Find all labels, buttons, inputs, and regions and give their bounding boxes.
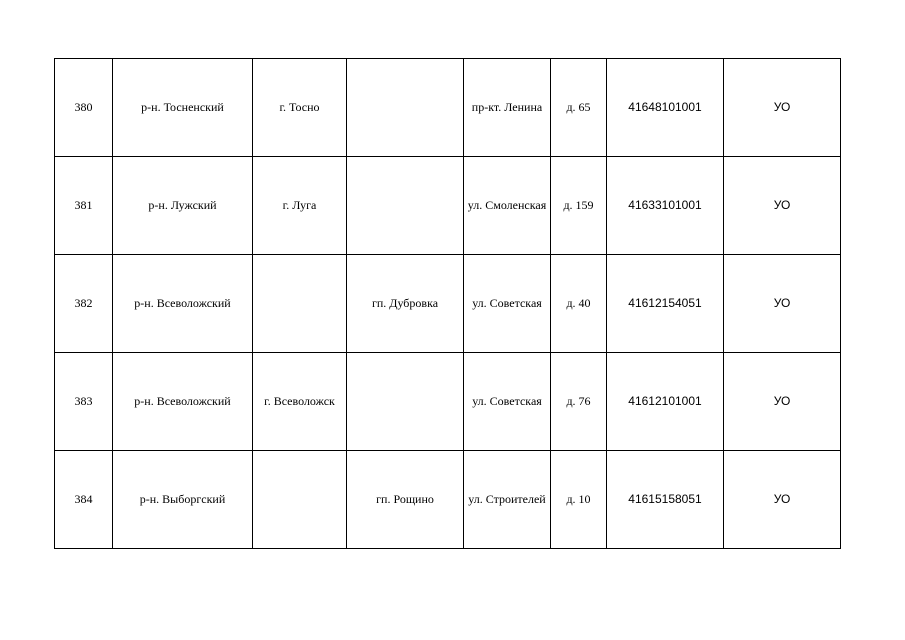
house-cell xyxy=(551,59,607,157)
district-cell xyxy=(113,157,253,255)
row-number: 380 xyxy=(74,100,93,114)
management-type: УО xyxy=(773,198,791,212)
oktmo-code: 41615158051 xyxy=(628,492,702,506)
district-name: р-н. Всеволожский xyxy=(134,296,231,310)
district-name: р-н. Тосненский xyxy=(141,100,224,114)
row-number: 382 xyxy=(74,296,93,310)
house-cell xyxy=(551,255,607,353)
row-number-cell xyxy=(55,353,113,451)
house-number: д. 159 xyxy=(563,198,594,212)
city-name: г. Всеволожск xyxy=(264,394,335,408)
settlement-name: гп. Рощино xyxy=(376,492,434,506)
district-name: р-н. Лужский xyxy=(148,198,217,212)
district-name: р-н. Выборгский xyxy=(139,492,226,506)
settlement-name: гп. Дубровка xyxy=(371,296,439,310)
street-cell xyxy=(464,353,551,451)
oktmo-code: 41612101001 xyxy=(628,394,702,408)
table-row xyxy=(55,451,841,549)
settlement-cell xyxy=(347,59,464,157)
address-registry-table xyxy=(54,58,841,549)
house-cell xyxy=(551,353,607,451)
city-name: г. Луга xyxy=(282,198,317,212)
row-number: 383 xyxy=(74,394,93,408)
district-cell xyxy=(113,255,253,353)
street-cell xyxy=(464,451,551,549)
row-number-cell xyxy=(55,59,113,157)
house-cell xyxy=(551,157,607,255)
table-row xyxy=(55,157,841,255)
management-type-cell xyxy=(724,353,841,451)
house-number: д. 76 xyxy=(566,394,591,408)
city-cell xyxy=(253,157,347,255)
house-number: д. 40 xyxy=(566,296,591,310)
city-cell xyxy=(253,59,347,157)
management-type: УО xyxy=(773,492,791,506)
house-number: д. 65 xyxy=(566,100,591,114)
district-cell xyxy=(113,451,253,549)
settlement-cell xyxy=(347,451,464,549)
row-number: 384 xyxy=(74,492,93,506)
street-name: ул. Советская xyxy=(472,394,542,408)
oktmo-cell xyxy=(607,451,724,549)
city-cell xyxy=(253,353,347,451)
oktmo-code: 41612154051 xyxy=(628,296,702,310)
oktmo-cell xyxy=(607,157,724,255)
management-type: УО xyxy=(773,296,791,310)
oktmo-cell xyxy=(607,353,724,451)
management-type: УО xyxy=(773,394,791,408)
management-type-cell xyxy=(724,451,841,549)
street-name: ул. Строителей xyxy=(468,492,546,506)
management-type-cell xyxy=(724,255,841,353)
oktmo-cell xyxy=(607,255,724,353)
table-row xyxy=(55,255,841,353)
house-cell xyxy=(551,451,607,549)
management-type-cell xyxy=(724,157,841,255)
city-name: г. Тосно xyxy=(279,100,320,114)
table-row xyxy=(55,353,841,451)
oktmo-code: 41648101001 xyxy=(628,100,702,114)
row-number-cell xyxy=(55,157,113,255)
street-cell xyxy=(464,157,551,255)
row-number-cell xyxy=(55,255,113,353)
district-cell xyxy=(113,353,253,451)
city-cell xyxy=(253,255,347,353)
table-row xyxy=(55,59,841,157)
district-cell xyxy=(113,59,253,157)
settlement-cell xyxy=(347,157,464,255)
street-name: ул. Смоленская xyxy=(467,198,547,212)
settlement-cell xyxy=(347,353,464,451)
street-cell xyxy=(464,59,551,157)
street-name: ул. Советская xyxy=(472,296,542,310)
management-type-cell xyxy=(724,59,841,157)
street-name: пр-кт. Ленина xyxy=(471,100,543,114)
management-type: УО xyxy=(773,100,791,114)
district-name: р-н. Всеволожский xyxy=(134,394,231,408)
settlement-cell xyxy=(347,255,464,353)
row-number: 381 xyxy=(74,198,93,212)
oktmo-code: 41633101001 xyxy=(628,198,702,212)
street-cell xyxy=(464,255,551,353)
city-cell xyxy=(253,451,347,549)
house-number: д. 10 xyxy=(566,492,591,506)
oktmo-cell xyxy=(607,59,724,157)
row-number-cell xyxy=(55,451,113,549)
